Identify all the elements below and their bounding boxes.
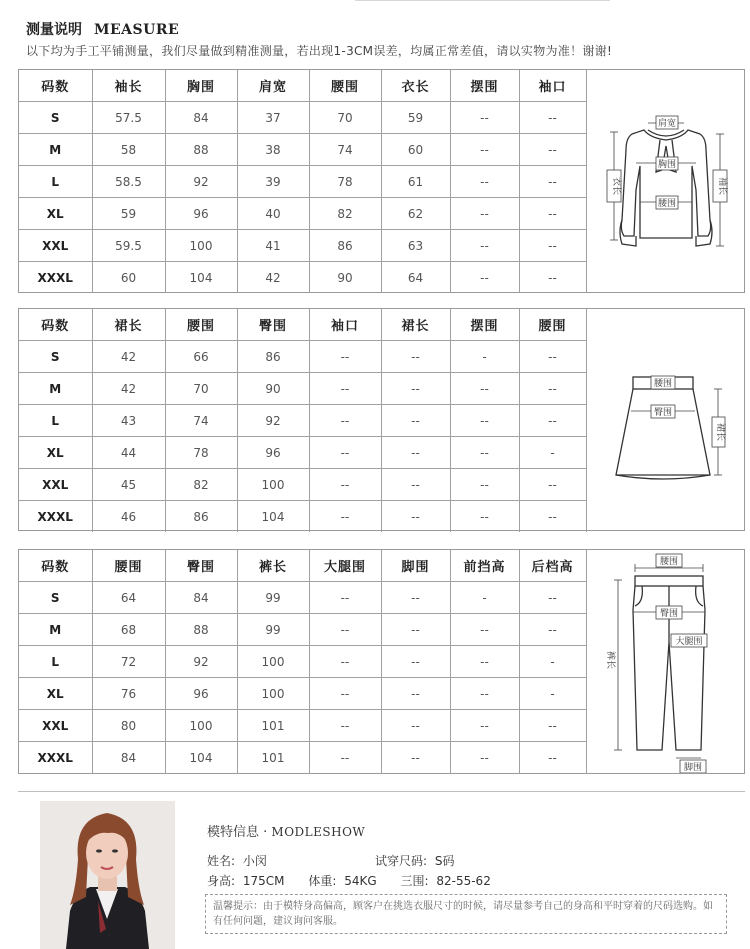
value-cell: 100: [165, 710, 237, 742]
header-cell: 衣长: [381, 70, 450, 102]
value-cell: 61: [381, 166, 450, 198]
table-row: [19, 230, 586, 262]
value-cell: 100: [237, 646, 309, 678]
header-cell: 摆围: [450, 309, 519, 341]
value-cell: 84: [165, 102, 237, 134]
value-cell: 70: [165, 373, 237, 405]
model-portrait-image: [40, 801, 175, 949]
title-en: MEASURE: [94, 22, 180, 38]
size-cell: XL: [19, 678, 92, 710]
table-header-row: [19, 550, 586, 582]
value-cell: --: [519, 230, 586, 262]
length-label: 裙长: [715, 422, 725, 442]
value-cell: 59: [92, 198, 165, 230]
value-cell: 39: [237, 166, 309, 198]
header-cell: 袖口: [519, 70, 586, 102]
value-cell: --: [450, 710, 519, 742]
value-cell: --: [450, 102, 519, 134]
value-cell: 76: [92, 678, 165, 710]
weight-label: 体重:: [308, 874, 337, 888]
value-cell: 58.5: [92, 166, 165, 198]
value-cell: -: [450, 341, 519, 373]
value-cell: 84: [92, 742, 165, 774]
value-cell: --: [519, 134, 586, 166]
value-cell: 60: [381, 134, 450, 166]
value-cell: 66: [165, 341, 237, 373]
header-cell: 裤长: [237, 550, 309, 582]
value-cell: 42: [237, 262, 309, 294]
table-row: [19, 341, 586, 373]
value-cell: -: [519, 437, 586, 469]
value-cell: 59.5: [92, 230, 165, 262]
model-name: 小闵: [242, 854, 267, 868]
value-cell: --: [381, 614, 450, 646]
value-cell: --: [519, 501, 586, 533]
value-cell: --: [519, 341, 586, 373]
size-cell: M: [19, 134, 92, 166]
table-row: [19, 437, 586, 469]
tops-table: [19, 70, 587, 293]
skirt-size-chart: [18, 308, 745, 531]
value-cell: -: [519, 646, 586, 678]
value-cell: --: [450, 469, 519, 501]
value-cell: --: [519, 710, 586, 742]
table-header-row: [19, 70, 586, 102]
value-cell: --: [519, 373, 586, 405]
value-cell: 88: [165, 614, 237, 646]
waist-label: 腰围: [659, 557, 679, 567]
length-label: 衣长: [611, 176, 621, 196]
value-cell: 99: [237, 614, 309, 646]
value-cell: --: [309, 742, 381, 774]
value-cell: --: [450, 262, 519, 294]
size-cell: XXXL: [19, 262, 92, 294]
value-cell: 86: [165, 501, 237, 533]
size-cell: XXL: [19, 710, 92, 742]
pants-size-chart: [18, 549, 745, 774]
value-cell: 43: [92, 405, 165, 437]
size-cell: XXXL: [19, 501, 92, 533]
value-cell: --: [450, 646, 519, 678]
measure-note: 以下均为手工平铺测量，我们尽量做到精准测量，若出现1-3CM误差，均属正常差值，请以实物为准！谢谢!: [26, 44, 613, 58]
value-cell: --: [450, 405, 519, 437]
table-row: [19, 678, 586, 710]
value-cell: --: [519, 742, 586, 774]
value-cell: --: [309, 614, 381, 646]
value-cell: --: [381, 646, 450, 678]
section-divider: [18, 791, 745, 792]
value-cell: 90: [309, 262, 381, 294]
value-cell: --: [519, 102, 586, 134]
value-cell: --: [519, 262, 586, 294]
value-cell: 86: [237, 341, 309, 373]
value-cell: --: [309, 469, 381, 501]
header-cell: 胸围: [165, 70, 237, 102]
value-cell: 64: [381, 262, 450, 294]
value-cell: --: [309, 373, 381, 405]
value-cell: --: [309, 437, 381, 469]
value-cell: 96: [165, 678, 237, 710]
size-cell: S: [19, 341, 92, 373]
value-cell: 63: [381, 230, 450, 262]
value-cell: --: [381, 678, 450, 710]
size-cell: XXL: [19, 469, 92, 501]
header-cell: 码数: [19, 550, 92, 582]
value-cell: --: [519, 166, 586, 198]
size-cell: L: [19, 405, 92, 437]
header-cell: 码数: [19, 70, 92, 102]
value-cell: -: [519, 678, 586, 710]
header-cell: 腰围: [309, 70, 381, 102]
value-cell: 82: [309, 198, 381, 230]
table-row: [19, 166, 586, 198]
header-cell: 码数: [19, 309, 92, 341]
value-cell: --: [381, 437, 450, 469]
value-cell: --: [381, 373, 450, 405]
value-cell: 88: [165, 134, 237, 166]
table-row: [19, 134, 586, 166]
value-cell: --: [381, 405, 450, 437]
value-cell: 92: [165, 166, 237, 198]
value-cell: 104: [165, 262, 237, 294]
header-cell: 裙长: [381, 309, 450, 341]
model-stats-row: [207, 872, 491, 889]
value-cell: 60: [92, 262, 165, 294]
value-cell: 59: [381, 102, 450, 134]
value-cell: 101: [237, 742, 309, 774]
value-cell: --: [309, 646, 381, 678]
value-cell: 46: [92, 501, 165, 533]
value-cell: 90: [237, 373, 309, 405]
value-cell: 38: [237, 134, 309, 166]
blouse-illustration: [586, 70, 744, 292]
value-cell: 82: [165, 469, 237, 501]
size-cell: L: [19, 166, 92, 198]
size-cell: XL: [19, 198, 92, 230]
value-cell: --: [309, 341, 381, 373]
header-cell: 臀围: [237, 309, 309, 341]
value-cell: 78: [165, 437, 237, 469]
model-bwh: 82-55-62: [436, 874, 491, 888]
value-cell: 70: [309, 102, 381, 134]
value-cell: 68: [92, 614, 165, 646]
title-cn: 测量说明: [26, 22, 82, 38]
table-row: [19, 582, 586, 614]
value-cell: 86: [309, 230, 381, 262]
value-cell: 58: [92, 134, 165, 166]
value-cell: --: [309, 678, 381, 710]
value-cell: --: [309, 582, 381, 614]
header-cell: 大腿围: [309, 550, 381, 582]
value-cell: 96: [165, 198, 237, 230]
value-cell: --: [309, 405, 381, 437]
value-cell: --: [519, 582, 586, 614]
value-cell: 100: [237, 678, 309, 710]
value-cell: -: [450, 582, 519, 614]
size-label: 试穿尺码:: [375, 854, 428, 868]
skirt-table: [19, 309, 587, 532]
value-cell: 92: [165, 646, 237, 678]
value-cell: 62: [381, 198, 450, 230]
table-row: [19, 198, 586, 230]
hip-label: 臀围: [653, 408, 673, 418]
waist-label: 腰围: [657, 199, 677, 209]
value-cell: 80: [92, 710, 165, 742]
table-row: [19, 501, 586, 533]
value-cell: 42: [92, 373, 165, 405]
table-row: [19, 469, 586, 501]
size-cell: M: [19, 614, 92, 646]
pants-illustration: [586, 550, 744, 773]
value-cell: --: [381, 341, 450, 373]
value-cell: --: [519, 405, 586, 437]
header-cell: 袖长: [92, 70, 165, 102]
header-cell: 腰围: [519, 309, 586, 341]
size-cell: L: [19, 646, 92, 678]
value-cell: 45: [92, 469, 165, 501]
value-cell: 100: [165, 230, 237, 262]
pants-table: [19, 550, 587, 773]
value-cell: --: [381, 582, 450, 614]
bwh-label: 三围:: [400, 874, 429, 888]
header-cell: 后档高: [519, 550, 586, 582]
table-row: [19, 405, 586, 437]
header-cell: 腰围: [92, 550, 165, 582]
model-title-cn: 模特信息 ·: [207, 825, 272, 840]
height-label: 身高:: [207, 874, 236, 888]
value-cell: --: [519, 198, 586, 230]
value-cell: 84: [165, 582, 237, 614]
value-cell: 92: [237, 405, 309, 437]
model-height: 175CM: [242, 874, 285, 888]
size-cell: M: [19, 373, 92, 405]
value-cell: --: [381, 501, 450, 533]
value-cell: --: [450, 230, 519, 262]
table-row: [19, 646, 586, 678]
value-cell: --: [450, 198, 519, 230]
value-cell: 37: [237, 102, 309, 134]
size-cell: XXL: [19, 230, 92, 262]
sleeve-label: 袖长: [717, 176, 727, 196]
shoulder-label: 肩宽: [657, 119, 677, 129]
pants-diagram: [586, 550, 744, 773]
value-cell: --: [381, 742, 450, 774]
value-cell: 104: [237, 501, 309, 533]
value-cell: 74: [309, 134, 381, 166]
value-cell: --: [450, 134, 519, 166]
section-title: [26, 19, 179, 39]
name-label: 姓名:: [207, 854, 236, 868]
model-info-title: [207, 821, 365, 840]
value-cell: 99: [237, 582, 309, 614]
size-cell: XL: [19, 437, 92, 469]
top-divider: [355, 0, 610, 1]
value-cell: 96: [237, 437, 309, 469]
value-cell: --: [450, 373, 519, 405]
value-cell: --: [309, 501, 381, 533]
value-cell: --: [519, 469, 586, 501]
value-cell: --: [450, 678, 519, 710]
model-size: S码: [434, 854, 455, 868]
fit-tip: 温馨提示：由于模特身高偏高，顾客户在挑选衣服尺寸的时候，请尽量参考自己的身高和平时穿着的尺码选购。如有任何问题，建议询问客服。: [205, 894, 727, 934]
table-header-row: [19, 309, 586, 341]
skirt-illustration: [586, 309, 744, 530]
model-size-row: [375, 852, 455, 869]
value-cell: --: [450, 742, 519, 774]
value-cell: 41: [237, 230, 309, 262]
length-label: 裤长: [605, 650, 615, 670]
model-name-row: [207, 852, 267, 869]
table-row: [19, 614, 586, 646]
table-row: [19, 742, 586, 774]
value-cell: 78: [309, 166, 381, 198]
size-cell: S: [19, 102, 92, 134]
value-cell: 72: [92, 646, 165, 678]
hem-label: 脚围: [683, 763, 703, 773]
value-cell: 100: [237, 469, 309, 501]
value-cell: --: [519, 614, 586, 646]
table-row: [19, 102, 586, 134]
model-title-en: MODLESHOW: [271, 825, 366, 839]
value-cell: 42: [92, 341, 165, 373]
waist-label: 腰围: [653, 379, 673, 389]
value-cell: 44: [92, 437, 165, 469]
value-cell: 74: [165, 405, 237, 437]
header-cell: 前挡高: [450, 550, 519, 582]
header-cell: 腰围: [165, 309, 237, 341]
size-cell: S: [19, 582, 92, 614]
value-cell: 57.5: [92, 102, 165, 134]
value-cell: 40: [237, 198, 309, 230]
value-cell: 101: [237, 710, 309, 742]
value-cell: --: [309, 710, 381, 742]
header-cell: 臀围: [165, 550, 237, 582]
model-weight: 54KG: [344, 874, 377, 888]
value-cell: --: [450, 437, 519, 469]
table-row: [19, 710, 586, 742]
value-cell: 104: [165, 742, 237, 774]
value-cell: --: [450, 166, 519, 198]
header-cell: 摆围: [450, 70, 519, 102]
header-cell: 裙长: [92, 309, 165, 341]
tops-size-chart: [18, 69, 745, 293]
skirt-diagram: [586, 309, 744, 530]
value-cell: 64: [92, 582, 165, 614]
value-cell: --: [381, 710, 450, 742]
value-cell: --: [450, 614, 519, 646]
value-cell: --: [450, 501, 519, 533]
chest-label: 胸围: [657, 160, 677, 170]
size-cell: XXXL: [19, 742, 92, 774]
blouse-diagram: [586, 70, 744, 292]
table-row: [19, 262, 586, 294]
header-cell: 袖口: [309, 309, 381, 341]
table-row: [19, 373, 586, 405]
hip-label: 臀围: [659, 609, 679, 619]
header-cell: 肩宽: [237, 70, 309, 102]
header-cell: 脚围: [381, 550, 450, 582]
thigh-label: 大腿围: [675, 637, 703, 647]
value-cell: --: [381, 469, 450, 501]
model-photo: [40, 801, 175, 949]
